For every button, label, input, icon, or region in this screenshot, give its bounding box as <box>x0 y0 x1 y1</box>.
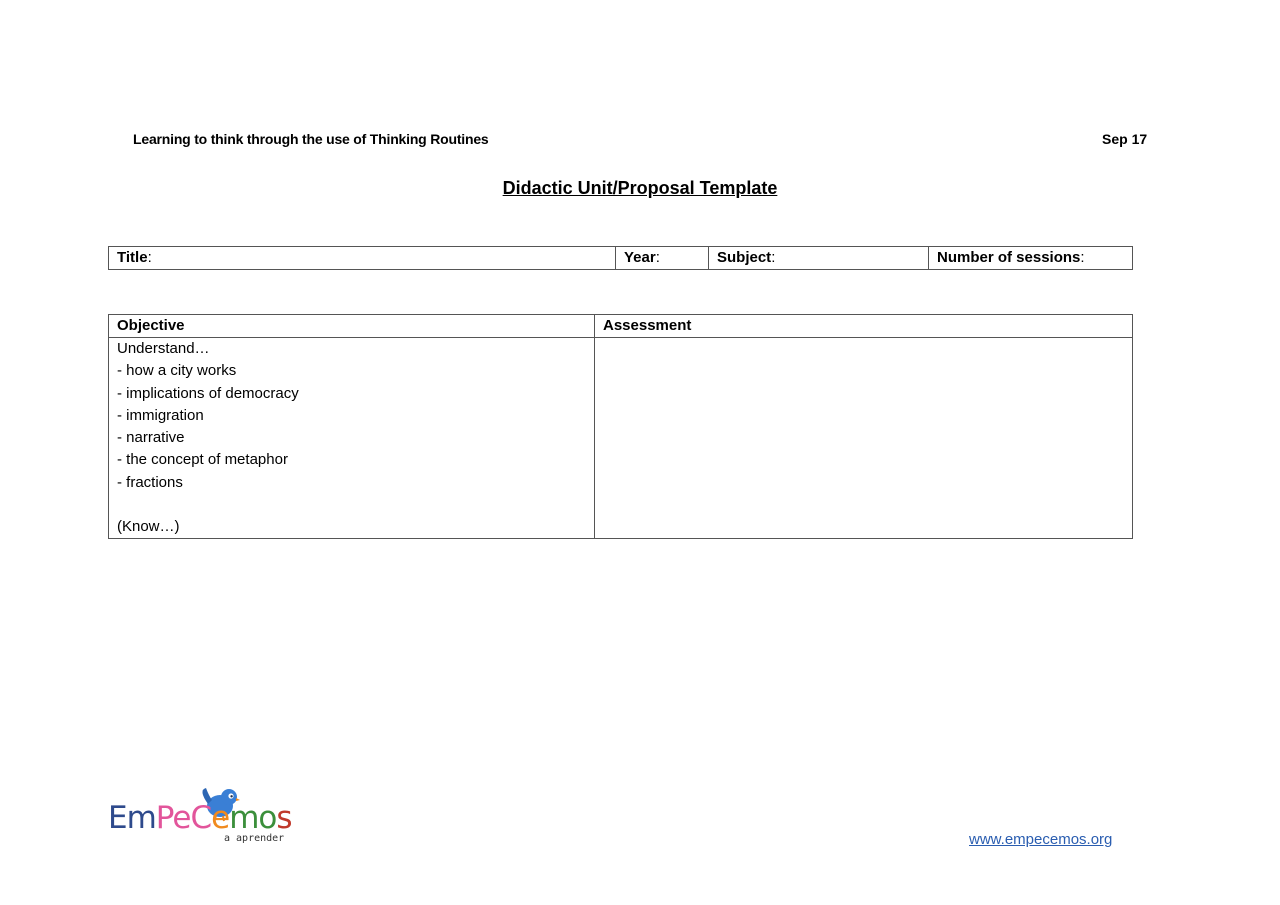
objective-cell[interactable] <box>109 338 595 539</box>
year-label: Year <box>624 249 656 266</box>
objective-line <box>117 494 586 516</box>
logo-letter: s <box>276 800 292 836</box>
subject-label: Subject <box>717 249 772 266</box>
logo-letter: o <box>258 800 277 836</box>
subject-colon: : <box>771 249 776 266</box>
website-link[interactable]: www.empecemos.org <box>969 831 1113 848</box>
logo-letter: C <box>190 800 212 836</box>
logo-letter: E <box>108 800 127 836</box>
objective-line: - fractions <box>117 473 183 491</box>
document-title <box>0 178 1280 199</box>
year-colon: : <box>655 249 660 266</box>
sessions-colon: : <box>1080 249 1085 266</box>
title-colon: : <box>147 249 152 266</box>
logo-letter: P <box>155 800 173 836</box>
objective-line: - narrative <box>117 429 185 447</box>
objective-line: - the concept of metaphor <box>117 451 288 469</box>
header-document-series: Learning to think through the use of Thinking Routines <box>133 131 489 147</box>
objective-line: (Know…) <box>117 518 180 536</box>
assessment-header: Assessment <box>595 315 1133 338</box>
assessment-cell[interactable] <box>595 338 1133 539</box>
sessions-label: Number of sessions <box>937 249 1081 266</box>
logo-letter: m <box>229 800 259 836</box>
empecemos-logo <box>108 786 290 850</box>
title-cell[interactable] <box>109 247 616 270</box>
objective-line: - implications of democracy <box>117 384 299 402</box>
header-date: Sep 17 <box>1102 131 1148 147</box>
objective-line: - immigration <box>117 406 204 424</box>
sessions-cell[interactable] <box>929 247 1133 270</box>
logo-letter: m <box>126 800 156 836</box>
objective-line: Understand… <box>117 340 210 357</box>
document-title-text: Didactic Unit/Proposal Template <box>502 178 778 198</box>
title-label: Title <box>117 249 148 266</box>
year-cell[interactable] <box>616 247 709 270</box>
objective-line: - how a city works <box>117 362 237 380</box>
objective-assessment-table <box>108 314 1133 539</box>
logo-letter: e <box>172 800 191 836</box>
logo-wordmark <box>108 800 292 836</box>
info-table <box>108 246 1133 270</box>
logo-letter: e <box>211 800 230 836</box>
logo-subtitle: a aprender <box>224 833 285 844</box>
objective-header: Objective <box>109 315 595 338</box>
subject-cell[interactable] <box>709 247 929 270</box>
